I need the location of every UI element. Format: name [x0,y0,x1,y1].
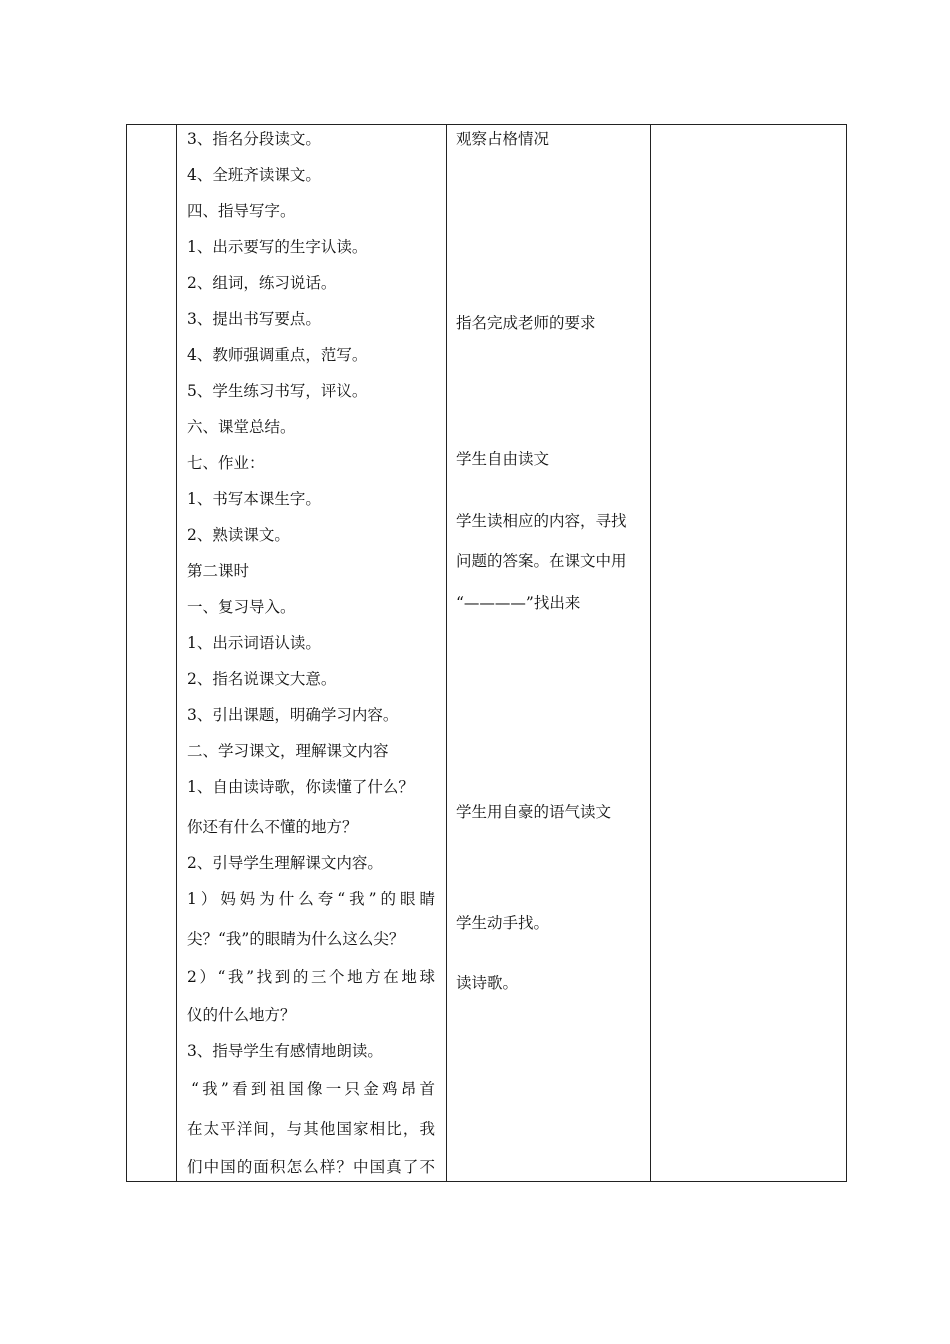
process-line: 2、熟读课文。 [187,526,290,544]
process-line: 1、书写本课生字。 [187,490,321,508]
process-line: 二、学习课文，理解课文内容 [187,742,389,760]
notes-column [651,125,846,1181]
process-line: 3、指导学生有感情地朗读。 [187,1042,383,1060]
activity-line: 学生用自豪的语气读文 [456,803,612,821]
process-line: 2）“我”找到的三个地方在地球 [187,968,435,986]
process-line: 3、指名分段读文。 [187,130,321,148]
process-line: 七、作业： [187,454,265,472]
activity-line: 学生动手找。 [456,914,550,932]
process-line: 2、组词，练习说话。 [187,274,337,292]
process-line: 2、引导学生理解课文内容。 [187,854,383,872]
activity-line: 学生读相应的内容，寻找 [456,512,627,530]
activity-line: 学生自由读文 [456,450,550,468]
process-line: 2、指名说课文大意。 [187,670,337,688]
process-line: 4、全班齐读课文。 [187,166,321,184]
activity-line: “————”找出来 [456,594,581,612]
process-line: 4、教师强调重点，范写。 [187,346,368,364]
process-line: 5、学生练习书写，评议。 [187,382,368,400]
process-line: “我”看到祖国像一只金鸡昂首 [191,1080,435,1098]
process-line: 在太平洋间，与其他国家相比，我 [187,1120,435,1138]
process-line: 四、指导写字。 [187,202,296,220]
process-line: 3、提出书写要点。 [187,310,321,328]
process-line: 第二课时 [187,562,250,580]
activity-line: 读诗歌。 [456,974,519,992]
process-line: 六、课堂总结。 [187,418,296,436]
activity-line: 指名完成老师的要求 [456,314,596,332]
activity-line: 观察占格情况 [456,130,550,148]
process-line: 尖？“我”的眼睛为什么这么尖？ [187,930,405,948]
process-line: 1、出示要写的生字认读。 [187,238,368,256]
process-line: 3、引出课题，明确学习内容。 [187,706,399,724]
process-line: 1、出示词语认读。 [187,634,321,652]
process-line: 1）妈妈为什么夸“我”的眼睛 [187,890,435,908]
student-activity-column [447,125,649,1181]
process-line: 1、自由读诗歌，你读懂了什么？ [187,778,414,796]
lesson-plan-table [126,124,847,1182]
activity-line: 问题的答案。在课文中用 [456,552,627,570]
teaching-process-column [177,125,445,1181]
stage-column [127,125,176,1181]
process-line: 们中国的面积怎么样？中国真了不 [187,1158,435,1176]
process-line: 一、复习导入。 [187,598,296,616]
process-line: 仪的什么地方？ [187,1006,296,1024]
process-line: 你还有什么不懂的地方？ [187,818,358,836]
